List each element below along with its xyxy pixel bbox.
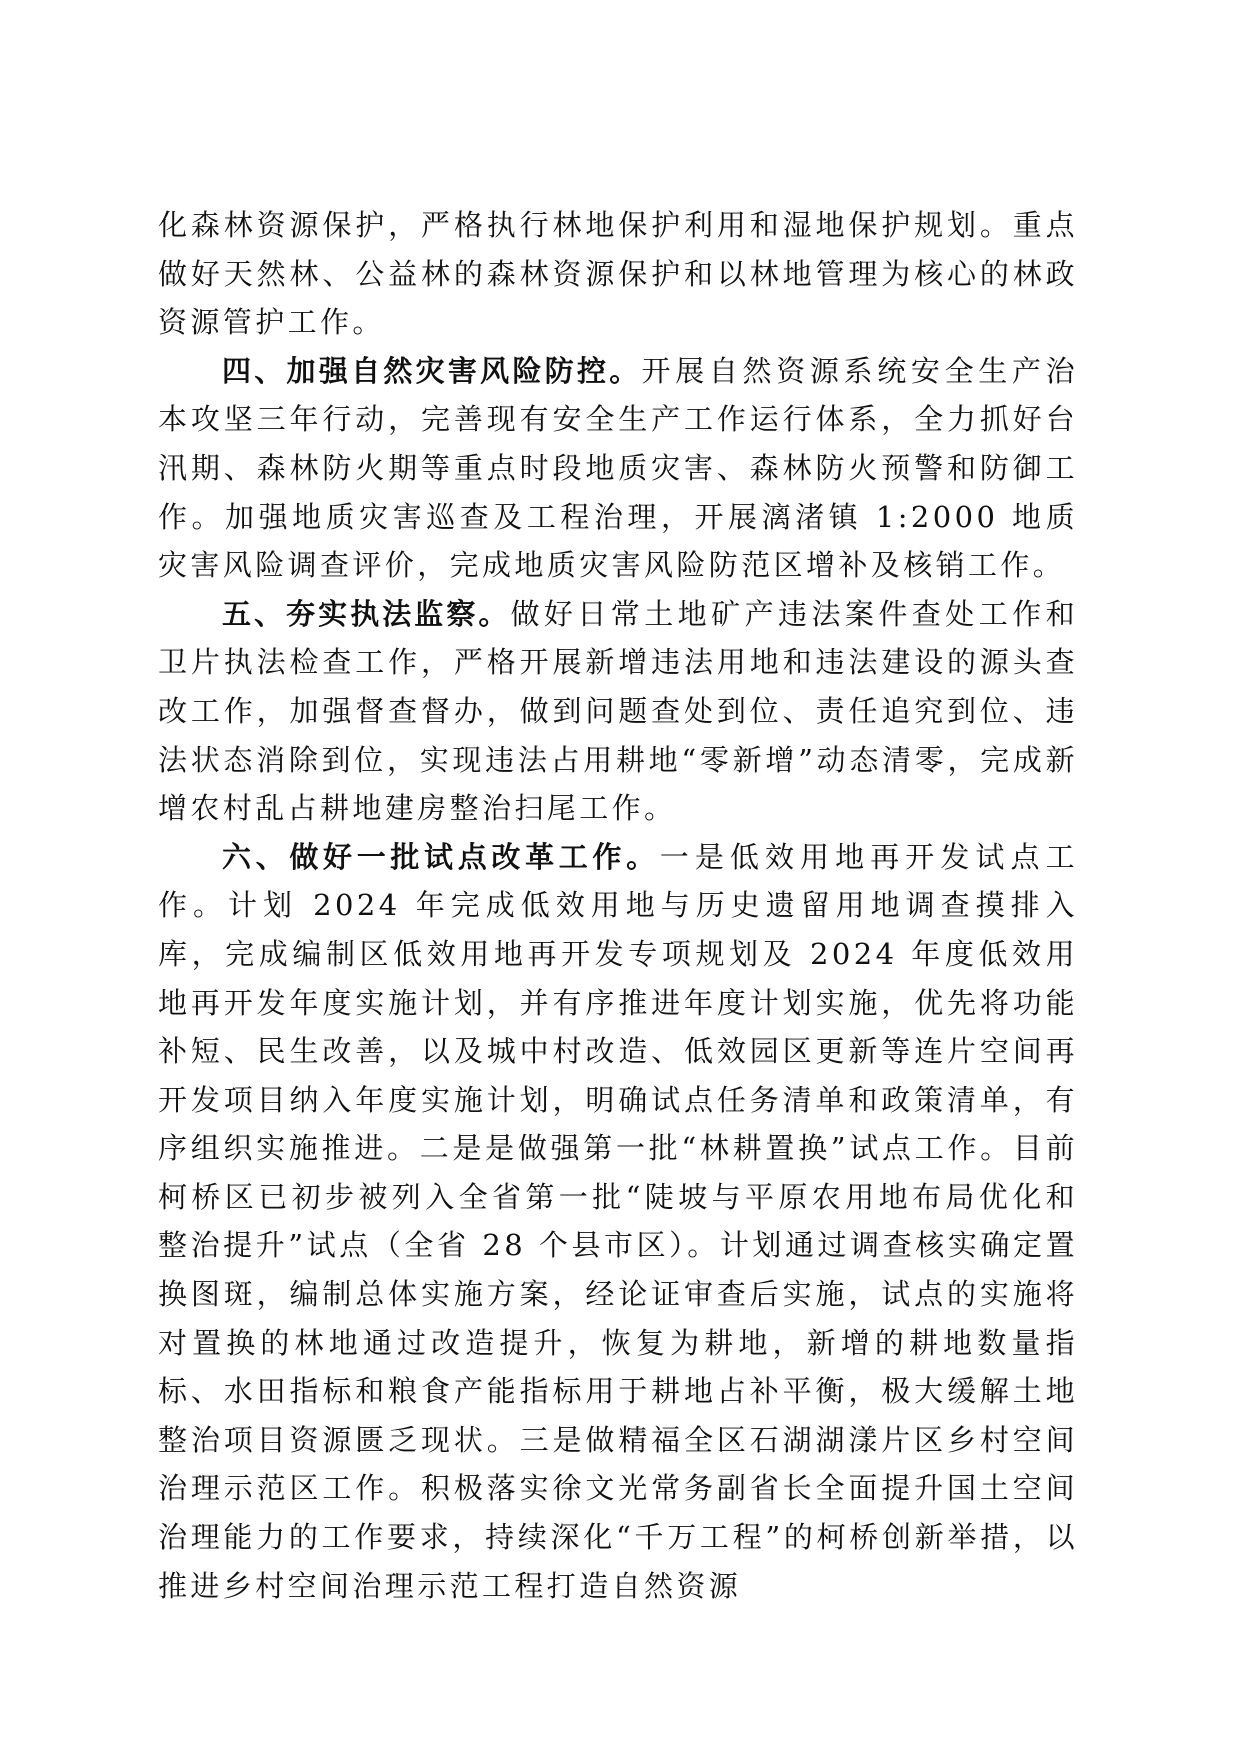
paragraph-body: 一是低效用地再开发试点工作。计划 2024 年完成低效用地与历史遗留用地调查摸排入库，完成编制区低效用地再开发专项规划及 2024 年度低效用地再开发年度实施计划，并有序推进年度计划实施，优先将功能补短、民生改善，以及城中村改造、低效园区更新等连片空间再开发项目纳入年度实施计划，明确试点任务清单和政策清单，有序组织实施推进。二是是做强第一批“林耕置换”试点工作。目前柯桥区已初步被列入全省第一批“陡坡与平原农用地布局优化和整治提升”试点（全省 28 个县市区）。计划通过调查核实确定置换图斑，编制总体实施方案，经论证审查后实施，试点的实施将对置换的林地通过改造提升，恢复为耕地，新增的耕地数量指标、水田指标和粮食产能指标用于耕地占补平衡，极大缓解土地整治项目资源匮乏现状。三是做精福全区石湖湖漾片区乡村空间治理示范区工作。积极落实徐文光常务副省长全面提升国土空间治理能力的工作要求，持续深化“千万工程”的柯桥创新举措，以推进乡村空间治理示范工程打造自然资源 — [158, 839, 1078, 1603]
section-heading: 四、加强自然灾害风险防控。 — [222, 353, 642, 388]
paragraph-body: 做好日常土地矿产违法案件查处工作和卫片执法检查工作，严格开展新增违法用地和违法建设的源头查改工作，加强督查督办，做到问题查处到位、责任追究到位、违法状态消除到位，实现违法占用耕地“零新增”动态清零，完成新增农村乱占耕地建房整治扫尾工作。 — [158, 596, 1078, 826]
paragraph-body: 化森林资源保护，严格执行林地保护利用和湿地保护规划。重点做好天然林、公益林的森林资源保护和以林地管理为核心的林政资源管护工作。 — [158, 208, 1078, 340]
paragraph-pilot-reform — [158, 833, 1078, 1611]
section-heading: 五、夯实执法监察。 — [222, 596, 511, 631]
document-body — [158, 201, 1078, 1610]
paragraph-disaster-prevention — [158, 347, 1078, 590]
section-heading: 六、做好一批试点改革工作。 — [222, 839, 660, 874]
paragraph-law-enforcement — [158, 590, 1078, 833]
paragraph-body: 开展自然资源系统安全生产治本攻坚三年行动，完善现有安全生产工作运行体系，全力抓好台汛期、森林防火期等重点时段地质灾害、森林防火预警和防御工作。加强地质灾害巡查及工程治理，开展漓渚镇 1:2000 地质灾害风险调查评价，完成地质灾害风险防范区增补及核销工作。 — [158, 353, 1078, 583]
paragraph-continuation — [158, 201, 1078, 347]
